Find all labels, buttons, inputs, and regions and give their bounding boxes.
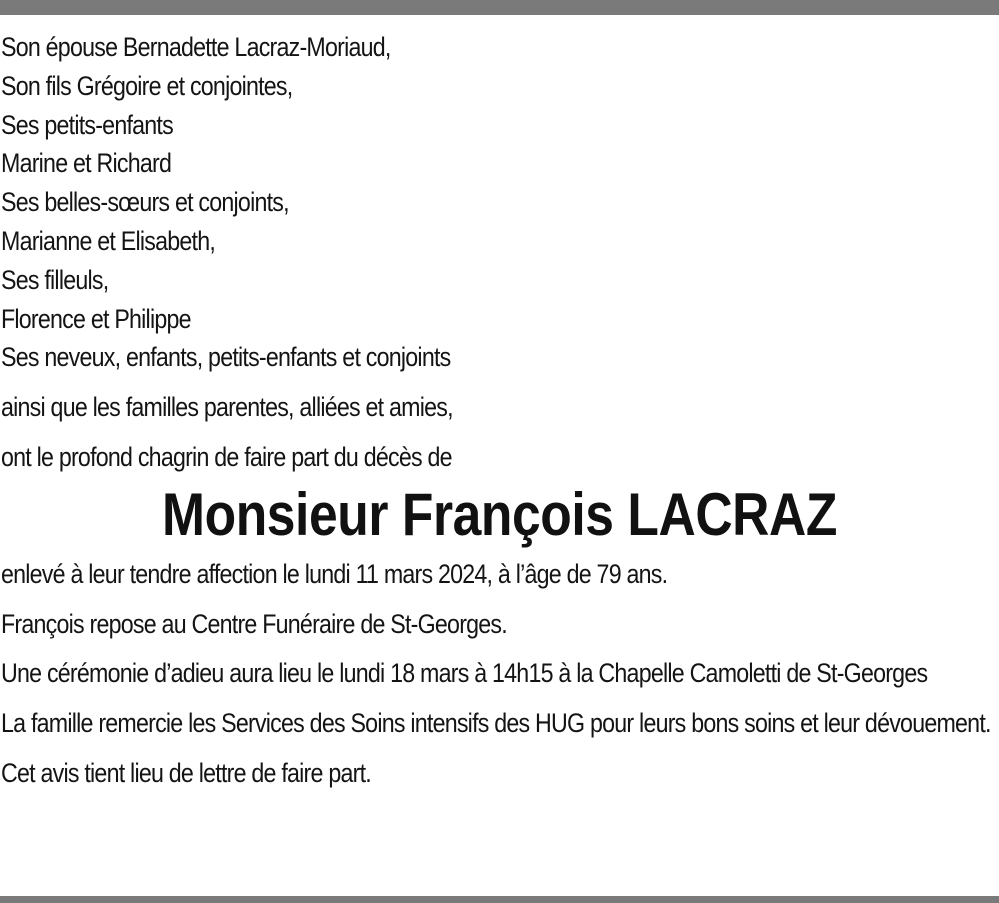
family-line: Florence et Philippe xyxy=(1,303,191,334)
notice-paragraph xyxy=(1,555,998,594)
paragraph-text: François repose au Centre Funéraire de St-Georges. xyxy=(1,608,507,639)
obituary-notice xyxy=(1,28,998,793)
notice-paragraph xyxy=(1,754,998,793)
paragraph-text: Une cérémonie d’adieu aura lieu le lundi 18 mars à 14h15 à la Chapelle Camoletti de St-Georges xyxy=(1,658,928,689)
intro-line: ont le profond chagrin de faire part du décès de xyxy=(1,441,452,472)
intro-line: ainsi que les familles parentes, alliées et amies, xyxy=(1,392,453,423)
family-line: Ses filleuls, xyxy=(1,264,109,295)
family-line: Son fils Grégoire et conjointes, xyxy=(1,70,293,101)
family-line: Marine et Richard xyxy=(1,148,172,179)
bottom-rule xyxy=(0,896,999,903)
notice-paragraph xyxy=(1,704,998,743)
deceased-name: Monsieur François LACRAZ xyxy=(162,480,837,548)
family-line: Marianne et Elisabeth, xyxy=(1,225,216,256)
family-line: Ses belles-sœurs et conjoints, xyxy=(1,187,289,218)
paragraph-text: La famille remercie les Services des Soins intensifs des HUG pour leurs bons soins et leur dévouement. xyxy=(1,708,991,739)
paragraph-text: Cet avis tient lieu de lettre de faire part. xyxy=(1,757,371,788)
paragraph-text: enlevé à leur tendre affection le lundi 11 mars 2024, à l’âge de 79 ans. xyxy=(1,558,668,589)
notice-paragraph xyxy=(1,654,998,693)
family-line: Ses neveux, enfants, petits-enfants et conjoints xyxy=(1,342,451,373)
notice-paragraph xyxy=(1,605,998,644)
family-line: Son épouse Bernadette Lacraz-Moriaud, xyxy=(1,32,391,62)
family-line: Ses petits-enfants xyxy=(1,109,173,140)
top-rule xyxy=(0,0,999,15)
